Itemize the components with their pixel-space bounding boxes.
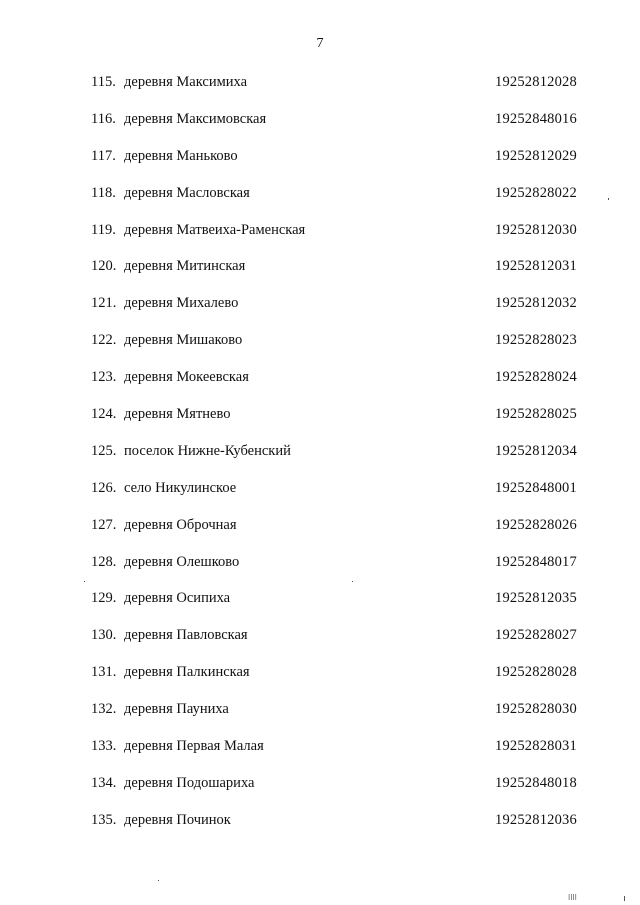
list-item bbox=[0, 74, 640, 111]
settlement-list bbox=[0, 74, 640, 849]
settlement-name: деревня Осипиха bbox=[124, 590, 231, 607]
list-item bbox=[0, 701, 640, 738]
oktmo-code: 19252828027 bbox=[495, 627, 577, 644]
item-number: 132. bbox=[91, 701, 117, 718]
scan-speck bbox=[158, 880, 159, 881]
settlement-name: деревня Павловская bbox=[124, 627, 248, 644]
list-item bbox=[0, 258, 640, 295]
oktmo-code: 19252828026 bbox=[495, 516, 577, 533]
item-number: 133. bbox=[91, 738, 117, 755]
settlement-name: деревня Михалево bbox=[124, 295, 239, 312]
list-item bbox=[0, 406, 640, 443]
item-number: 117. bbox=[91, 147, 116, 164]
oktmo-code: 19252812035 bbox=[495, 590, 577, 607]
oktmo-code: 19252812031 bbox=[495, 258, 577, 275]
scan-speck bbox=[352, 581, 353, 582]
settlement-name: деревня Пауниха bbox=[124, 701, 229, 718]
settlement-name: деревня Олешково bbox=[124, 553, 240, 570]
oktmo-code: 19252812028 bbox=[495, 74, 577, 90]
oktmo-code: 19252812029 bbox=[495, 147, 577, 164]
item-number: 121. bbox=[91, 295, 117, 312]
list-item bbox=[0, 517, 640, 554]
list-item bbox=[0, 480, 640, 517]
item-number: 125. bbox=[91, 442, 117, 459]
list-item bbox=[0, 369, 640, 406]
item-number: 135. bbox=[91, 811, 117, 828]
settlement-name: деревня Подошариха bbox=[124, 774, 255, 791]
oktmo-code: 19252848018 bbox=[495, 774, 577, 791]
list-item bbox=[0, 295, 640, 332]
settlement-name: деревня Масловская bbox=[124, 184, 250, 201]
item-number: 115. bbox=[91, 74, 116, 90]
list-item bbox=[0, 111, 640, 148]
oktmo-code: 19252812034 bbox=[495, 442, 577, 459]
list-item bbox=[0, 775, 640, 812]
list-item bbox=[0, 738, 640, 775]
oktmo-code: 19252828025 bbox=[495, 406, 577, 423]
list-item bbox=[0, 554, 640, 591]
settlement-name: село Никулинское bbox=[124, 479, 237, 496]
page-number: 7 bbox=[316, 36, 324, 51]
footer-mark: IIII bbox=[568, 893, 577, 902]
item-number: 131. bbox=[91, 664, 117, 681]
oktmo-code: 19252812032 bbox=[495, 295, 577, 312]
settlement-name: деревня Максимовская bbox=[124, 110, 267, 127]
settlement-name: деревня Мишаково bbox=[124, 332, 243, 349]
oktmo-code: 19252812036 bbox=[495, 811, 577, 828]
list-item bbox=[0, 443, 640, 480]
item-number: 120. bbox=[91, 258, 117, 275]
item-number: 127. bbox=[91, 516, 117, 533]
item-number: 118. bbox=[91, 184, 116, 201]
settlement-name: деревня Оброчная bbox=[124, 516, 237, 533]
item-number: 119. bbox=[91, 221, 116, 238]
settlement-name: деревня Митинская bbox=[124, 258, 246, 275]
oktmo-code: 19252848016 bbox=[495, 110, 577, 127]
item-number: 124. bbox=[91, 406, 117, 423]
settlement-name: деревня Починок bbox=[124, 811, 231, 828]
item-number: 116. bbox=[91, 110, 116, 127]
list-item bbox=[0, 590, 640, 627]
list-item bbox=[0, 332, 640, 369]
item-number: 129. bbox=[91, 590, 117, 607]
oktmo-code: 19252828031 bbox=[495, 738, 577, 755]
list-item bbox=[0, 148, 640, 185]
settlement-name: деревня Мятнево bbox=[124, 406, 231, 423]
scan-speck bbox=[608, 198, 609, 200]
oktmo-code: 19252828024 bbox=[495, 369, 577, 386]
scan-speck bbox=[84, 581, 85, 582]
oktmo-code: 19252828022 bbox=[495, 184, 577, 201]
settlement-name: деревня Палкинская bbox=[124, 664, 250, 681]
oktmo-code: 19252848001 bbox=[495, 479, 577, 496]
oktmo-code: 19252828030 bbox=[495, 701, 577, 718]
oktmo-code: 19252812030 bbox=[495, 221, 577, 238]
item-number: 123. bbox=[91, 369, 117, 386]
settlement-name: деревня Максимиха bbox=[124, 74, 248, 90]
item-number: 122. bbox=[91, 332, 117, 349]
item-number: 134. bbox=[91, 774, 117, 791]
list-item bbox=[0, 222, 640, 259]
oktmo-code: 19252828028 bbox=[495, 664, 577, 681]
list-item bbox=[0, 627, 640, 664]
oktmo-code: 19252828023 bbox=[495, 332, 577, 349]
settlement-name: деревня Первая Малая bbox=[124, 738, 264, 755]
item-number: 128. bbox=[91, 553, 117, 570]
list-item bbox=[0, 812, 640, 849]
settlement-name: деревня Мокеевская bbox=[124, 369, 249, 386]
settlement-name: деревня Маньково bbox=[124, 147, 238, 164]
list-item bbox=[0, 185, 640, 222]
settlement-name: поселок Нижне-Кубенский bbox=[124, 442, 291, 459]
scan-speck bbox=[624, 896, 625, 901]
item-number: 130. bbox=[91, 627, 117, 644]
list-item bbox=[0, 664, 640, 701]
item-number: 126. bbox=[91, 479, 117, 496]
settlement-name: деревня Матвеиха-Раменская bbox=[124, 221, 306, 238]
oktmo-code: 19252848017 bbox=[495, 553, 577, 570]
